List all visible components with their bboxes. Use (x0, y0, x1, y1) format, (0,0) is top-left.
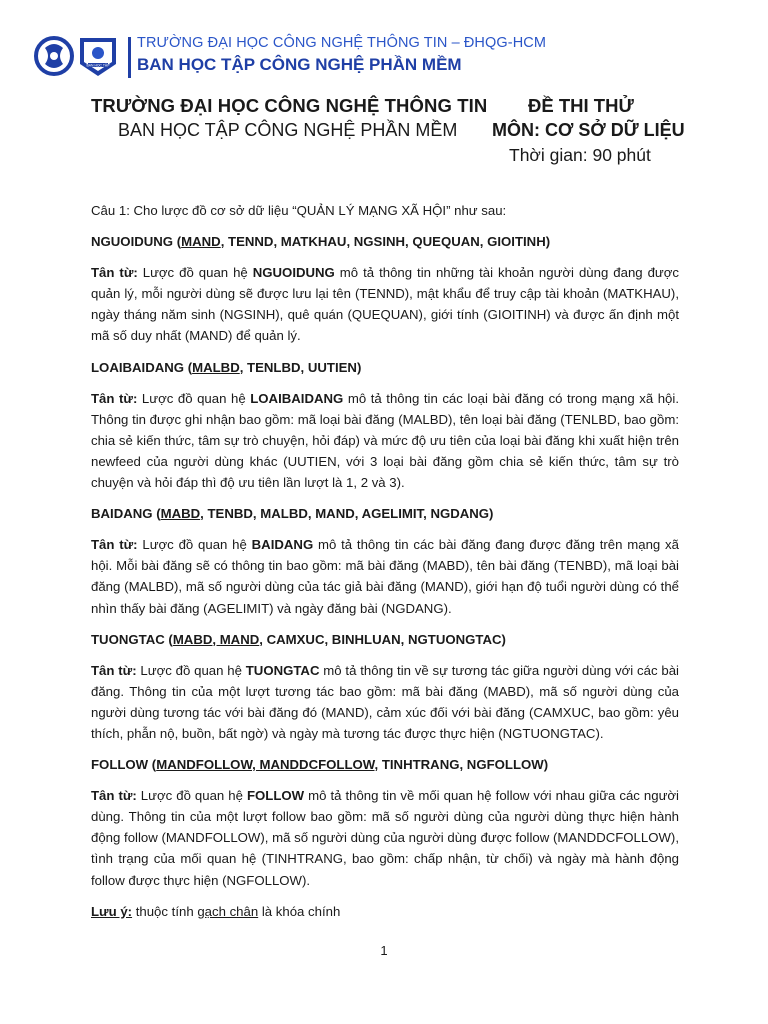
schema-name: NGUOIDUNG (91, 234, 174, 250)
schema-loaibaidang: LOAIBAIDANG (MALBD, TENLBD, UUTIEN) (91, 359, 362, 375)
desc-intro: Lược đồ quan hệ (136, 788, 247, 804)
note (91, 901, 679, 922)
desc-text: mô tả thông tin về sự tương tác giữa người dùng với các bài đăng. Thông tin của một lượt tương tác bao gồm: mã bài đăng (MABD), mã số người dùng của người dùng tương tác với bài đăng đó (MAND), cảm xúc đối với bài đăng (CAMXUC, bao gồm: yêu thích, phẫn nộ, buồn, bất ngờ) và ngày mà tương tác được thực hiện (NGTUONGTAC). (91, 662, 679, 741)
question-content (91, 200, 679, 922)
schema-nguoidung: NGUOIDUNG (MAND, TENND, MATKHAU, NGSINH, QUEQUAN, GIOITINH) (91, 234, 551, 250)
desc-text: mô tả thông tin các loại bài đăng có trong mạng xã hội. Thông tin được ghi nhận bao gồm: mã loại bài đăng (MALBD), tên loại bài đăng (TENLBD, bao gồm: chia sẻ kiến thức, tâm sự trò chuyện, hỏi đáp) và mức độ ưu tiên của loại bài đăng khi xuất hiện trên newfeed của người dùng khác (UUTIEN, với 3 loại bài đăng gồm chia sẻ kiến thức, tâm sự trò chuyện và hỏi đáp thì độ ưu tiên lần lượt là 1, 2 và 3). (91, 390, 679, 491)
schema-name: BAIDANG (91, 506, 153, 522)
club-logo-text: BAN HỌC TẬP (86, 63, 110, 68)
desc-label: Tân từ: (91, 390, 138, 406)
schema-name: TUONGTAC (91, 631, 165, 647)
desc-label: Tân từ: (91, 265, 138, 281)
subject-value: : CƠ SỞ DỮ LIỆU (534, 120, 685, 140)
exam-duration: Thời gian: 90 phút (509, 145, 651, 165)
exam-title: ĐỀ THI THỬ (528, 95, 634, 116)
desc-intro: Lược đồ quan hệ (137, 265, 253, 281)
desc-text: mô tả thông tin các bài đăng đang được đăng trên mạng xã hội. Mỗi bài đăng sẽ có thông tin bao gồm: mã bài đăng (MABD), tên bài đăng (TENBD), mã loại bài đăng (MALBD), mã số người dùng của tác giả bài đăng (MAND), giới hạn độ tuổi người dùng có thể nhìn thấy bài đăng (AGELIMIT) và ngày đăng bài (NGDANG). (91, 537, 679, 616)
note-text: thuộc tính (132, 903, 198, 919)
desc-intro: Lược đồ quan hệ (136, 662, 246, 678)
primary-key: MAND (181, 234, 221, 250)
subject-label: MÔN (492, 120, 534, 140)
header-university-name: TRƯỜNG ĐẠI HỌC CÔNG NGHỆ THÔNG TIN – ĐHQG-HCM (137, 35, 547, 51)
exam-subject (492, 120, 685, 141)
note-underlined: gạch chân (197, 903, 259, 919)
desc-label: Tân từ: (91, 662, 137, 678)
primary-key: MALBD (192, 359, 240, 375)
desc-relation-name: LOAIBAIDANG (250, 390, 344, 406)
schema-description (91, 388, 679, 493)
schema-attrs: , TINHTRANG, NGFOLLOW) (374, 757, 549, 773)
schema-name: FOLLOW (91, 757, 149, 773)
note-text-end: là khóa chính (258, 903, 341, 919)
schema-attrs: , TENBD, MALBD, MAND, AGELIMIT, NGDANG) (200, 506, 494, 522)
club-logo-icon (80, 38, 116, 76)
schema-tuongtac: TUONGTAC (MABD, MAND, CAMXUC, BINHLUAN, NGTUONGTAC) (91, 631, 506, 647)
desc-relation-name: TUONGTAC (245, 662, 320, 678)
schema-name: LOAIBAIDANG (91, 359, 185, 375)
header-club-name: BAN HỌC TẬP CÔNG NGHỆ PHẦN MỀM (137, 55, 462, 74)
page-number: 1 (380, 943, 388, 958)
title-club: BAN HỌC TẬP CÔNG NGHỆ PHẦN MỀM (118, 120, 458, 140)
schema-attrs: , TENLBD, UUTIEN) (239, 359, 362, 375)
schema-description (91, 785, 679, 890)
desc-relation-name: BAIDANG (251, 537, 314, 553)
desc-label: Tân từ: (91, 788, 137, 804)
header-divider (128, 37, 131, 78)
desc-label: Tân từ: (91, 537, 138, 553)
primary-key: MABD (160, 506, 201, 522)
desc-relation-name: FOLLOW (246, 788, 305, 804)
schema-description (91, 262, 679, 346)
schema-attrs: , TENND, MATKHAU, NGSINH, QUEQUAN, GIOITINH) (220, 234, 551, 250)
title-university: TRƯỜNG ĐẠI HỌC CÔNG NGHỆ THÔNG TIN (91, 95, 488, 116)
note-label: Lưu ý: (91, 903, 133, 919)
question-intro: Câu 1: Cho lược đồ cơ sở dữ liệu “QUẢN LÝ MẠNG XÃ HỘI” như sau: (91, 203, 507, 218)
desc-intro: Lược đồ quan hệ (137, 390, 251, 406)
schema-description (91, 660, 679, 744)
schema-follow: FOLLOW (MANDFOLLOW, MANDDCFOLLOW, TINHTRANG, NGFOLLOW) (91, 757, 549, 773)
schema-description (91, 534, 679, 618)
desc-text: mô tả thông tin về mối quan hệ follow với nhau giữa các người dùng. Thông tin của một lượt follow bao gồm: mã số người dùng của người dùng thực hiện hành động follow (MANDFOLLOW), mã số người dùng của người dùng được follow (MANDDCFOLLOW), tình trạng của mối quan hệ (TINHTRANG, bao gồm: chấp nhận, từ chối) và ngày mà hành động follow được thực hiện (NGFOLLOW). (91, 788, 679, 888)
schema-attrs: , CAMXUC, BINHLUAN, NGTUONGTAC) (259, 631, 506, 647)
primary-key: MANDFOLLOW, MANDDCFOLLOW (156, 757, 375, 773)
desc-text: mô tả thông tin những tài khoản người dùng đang được quản lý, mỗi người dùng sẽ được lưu lại tên (TENND), mật khẩu để truy cập tài khoản (MATKHAU), ngày tháng năm sinh (NGSINH), quê quán (QUEQUAN), giới tính (GIOITINH) và được ấn định một mã số duy nhất (MAND) để quản lý. (91, 265, 679, 344)
desc-relation-name: NGUOIDUNG (252, 265, 335, 281)
university-logo-icon (33, 34, 119, 78)
desc-intro: Lược đồ quan hệ (137, 537, 252, 553)
schema-baidang: BAIDANG (MABD, TENBD, MALBD, MAND, AGELIMIT, NGDANG) (91, 506, 494, 522)
primary-key: MABD, MAND (172, 631, 260, 647)
